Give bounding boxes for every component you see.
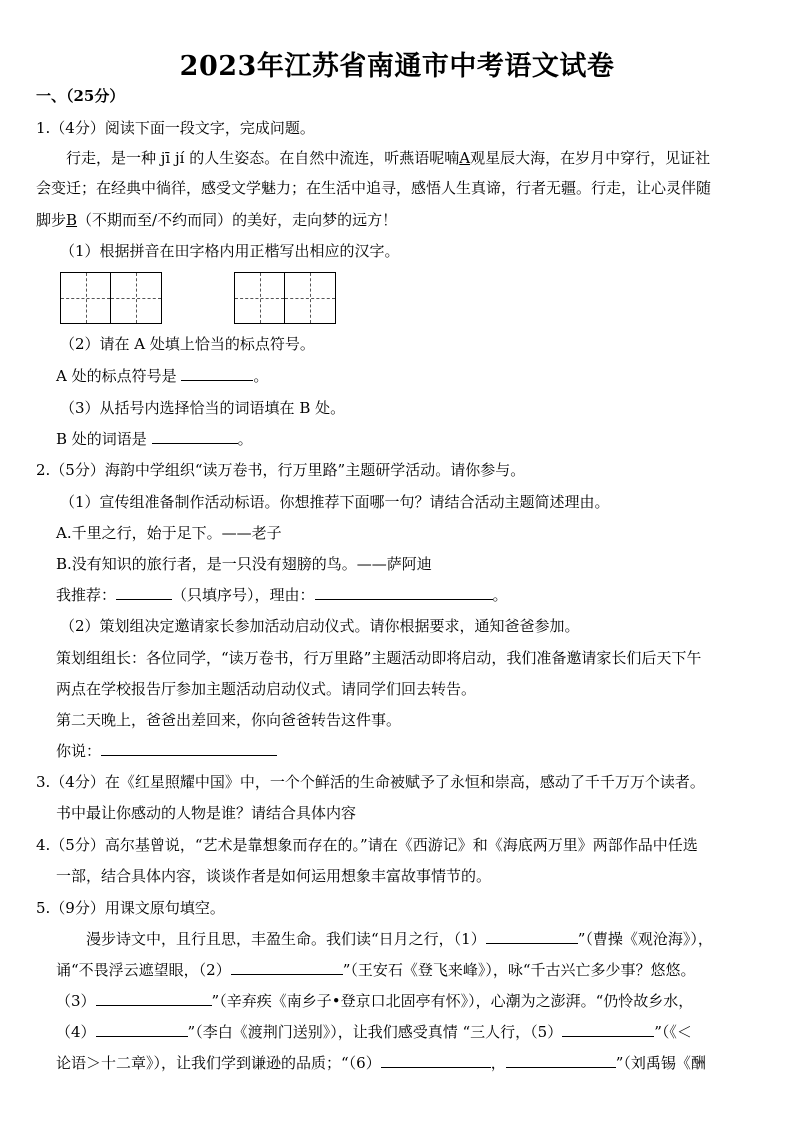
q2-notice-line2: 两点在学校报告厅参加主题活动启动仪式。请同学们回去转告。 [56,680,477,698]
tianzige-cell[interactable] [111,273,161,323]
poem-blank-6a[interactable] [381,1053,491,1068]
q4-line1: 4.（5分）高尔基曾说，“艺术是靠想象而存在的。”请在《西游记》和《海底两万里》两部作品中任选 [36,836,698,854]
poem-blank-1[interactable] [486,929,578,944]
q2-stem: 2.（5分）海韵中学组织“读万卷书，行万里路”主题研学活动。请你参与。 [36,461,526,479]
q3-line1: 3.（4分）在《红星照耀中国》中，一个个鲜活的生命被赋予了永恒和崇高，感动了千千万万个读者。 [36,773,705,791]
q3-line2: 书中最让你感动的人物是谁？请结合具体内容 [56,804,357,822]
poem-blank-4[interactable] [96,1022,188,1037]
q2-next-day: 第二天晚上，爸爸出差回来，你向爸爸转告这件事。 [56,711,402,729]
choice-blank[interactable] [116,585,172,600]
q5-line1: 漫步诗文中，且行且思，丰盈生命。我们读“日月之行，（1） ”（曹操《观沧海》）， [86,930,713,948]
poem-blank-6b[interactable] [506,1053,616,1068]
q1-sub2: （2）请在 A 处填上恰当的标点符号。 [60,335,315,353]
q1-passage-line2: 会变迁；在经典中徜徉，感受文学魅力；在生活中追寻，感悟人生真谛，行者无疆。行走，让心灵伴随 [36,179,712,197]
q5-line4: （4） ”（李白《渡荆门送别》），让我们感受真情 “三人行，（5） ”（《＜ [56,1023,692,1041]
q1-passage-line3: 脚步B（不期而至/不约而同）的美好，走向梦的远方！ [36,211,398,229]
answer-blank[interactable] [181,366,253,381]
q2-notice-line1: 策划组组长：各位同学，“读万卷书，行万里路”主题活动即将启动，我们准备邀请家长们后天下午 [56,649,702,667]
q1-sub1: （1）根据拼音在田字格内用正楷写出相应的汉字。 [60,242,400,260]
q1-answer-a: A 处的标点符号是 。 [56,367,269,385]
answer-blank[interactable] [152,429,238,444]
q5-line3: （3） ”（辛弃疾《南乡子•登京口北固亭有怀》），心潮为之澎湃。“仍怜故乡水， [56,992,694,1010]
poem-blank-3[interactable] [96,991,212,1006]
q1-stem: 1.（4分）阅读下面一段文字，完成问题。 [36,119,315,137]
q2-sub2: （2）策划组决定邀请家长参加活动启动仪式。请你根据要求，通知爸爸参加。 [60,617,580,635]
q2-you-say: 你说： [56,741,277,761]
tianzige-cell[interactable] [235,273,285,323]
tianzige-cell[interactable] [285,273,335,323]
page-title: 2023年江苏省南通市中考语文试卷 [179,51,615,82]
tianzige-grid-2[interactable] [234,272,336,324]
section-heading: 一、（25分） [36,87,125,105]
q1-sub3: （3）从括号内选择恰当的词语填在 B 处。 [60,399,346,417]
q5-stem: 5.（9分）用课文原句填空。 [36,899,225,917]
q1-passage-line1: 行走，是一种 jī jí 的人生姿态。在自然中流连，听燕语呢喃A观星辰大海，在岁月中穿行，见证社 [66,149,711,167]
q1-answer-b: B 处的词语是 。 [56,430,253,448]
q2-option-a: A.千里之行，始于足下。——老子 [56,524,282,542]
poem-blank-2[interactable] [231,960,343,975]
q4-line2: 一部，结合具体内容，谈谈作者是如何运用想象丰富故事情节的。 [56,867,492,885]
mark-a: A [459,149,471,167]
reason-blank[interactable] [315,585,493,600]
tianzige-grid-1[interactable] [60,272,162,324]
q2-option-b: B.没有知识的旅行者，是一只没有翅膀的鸟。——萨阿迪 [56,555,432,573]
poem-blank-5[interactable] [562,1022,654,1037]
q2-recommend: 我推荐： （只填序号），理由： 。 [56,586,508,604]
tianzige-cell[interactable] [61,273,111,323]
q5-line2: 诵“不畏浮云遮望眼，（2） ”（王安石《登飞来峰》），咏“千古兴亡多少事？悠悠。 [56,961,696,979]
q2-sub1: （1）宣传组准备制作活动标语。你想推荐下面哪一句？请结合活动主题简述理由。 [60,493,610,511]
speech-blank[interactable] [101,741,277,756]
q5-line5: 论语＞十二章》），让我们学到谦逊的品质；“（6） ， ”（刘禹锡《酬 [56,1054,706,1072]
mark-b: B [66,211,78,229]
